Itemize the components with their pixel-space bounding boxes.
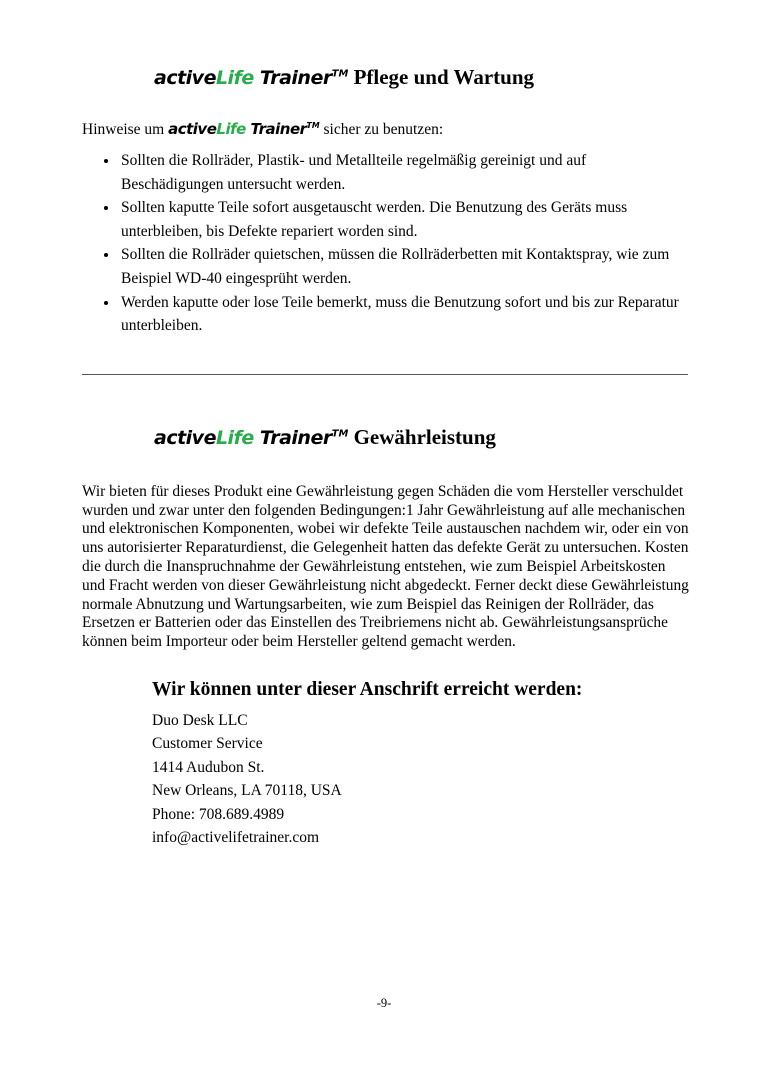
contact-department: Customer Service <box>152 735 263 753</box>
logo-active: active <box>154 426 216 449</box>
care-intro-suffix: sicher zu benutzen: <box>319 121 444 138</box>
care-intro-prefix: Hinweise um <box>82 121 169 138</box>
contact-phone: Phone: 708.689.4989 <box>152 805 285 823</box>
page-number: -9- <box>376 996 392 1010</box>
trademark-symbol: TM <box>306 121 320 130</box>
logo-life: Life <box>216 120 246 138</box>
section-divider <box>82 374 688 375</box>
activelife-trainer-logo <box>154 67 348 89</box>
care-bullet-item: • Sollten kaputte Teile sofort ausgetauscht werden. Die Benutzung des Geräts muss unterbleiben, bis Defekte repariert worden sind. <box>119 196 690 243</box>
care-section-title <box>154 64 690 91</box>
activelife-trainer-logo <box>168 120 320 138</box>
contact-heading: Wir können unter dieser Anschrift erreicht werden: <box>152 678 583 700</box>
warranty-section-title <box>154 424 690 451</box>
contact-company: Duo Desk LLC <box>152 711 248 729</box>
logo-active: active <box>168 120 217 138</box>
care-title-text: Pflege und Wartung <box>348 65 535 89</box>
logo-life: Life <box>215 426 254 449</box>
contact-email: info@activelifetrainer.com <box>152 828 320 846</box>
care-bullet-list <box>82 149 690 338</box>
activelife-trainer-logo <box>154 427 348 449</box>
logo-trainer: Trainer <box>250 120 307 138</box>
logo-life: Life <box>215 67 254 89</box>
care-bullet-item: • Sollten die Rollräder quietschen, müssen die Rollräderbetten mit Kontaktspray, wie zum Beispiel WD-40 eingesprüht werden. <box>119 243 690 290</box>
care-intro-line <box>82 119 690 140</box>
logo-active: active <box>154 67 216 89</box>
contact-address-block <box>152 709 690 849</box>
logo-trainer: Trainer <box>259 67 332 89</box>
care-bullet-item: • Werden kaputte oder lose Teile bemerkt, muss die Benutzung sofort und bis zur Reparatur unterbleiben. <box>119 291 690 338</box>
logo-trainer: Trainer <box>259 426 332 449</box>
contact-city: New Orleans, LA 70118, USA <box>152 782 342 800</box>
warranty-title-text: Gewährleistung <box>348 424 496 449</box>
contact-street: 1414 Audubon St. <box>152 758 265 776</box>
trademark-symbol: TM <box>331 68 349 80</box>
trademark-symbol: TM <box>331 428 349 440</box>
warranty-paragraph: Wir bieten für dieses Produkt eine Gewährleistung gegen Schäden die vom Hersteller verschuldet wurden und zwar unter den folgenden Bedingungen:1 Jahr Gewährleistung auf alle mechanischen und elektronischen Komponenten, wobei wir defekte Teile austauschen nachdem wir, oder ein von uns autorisierter Reparaturdienst, die Gelegenheit hatten das defekte Gerät zu untersuchen. Kosten die durch die Inanspruchnahme der Gewährleistung entstehen, wie zum Beispiel Arbeitskosten und Fracht werden von dieser Gewährleistung nicht abgedeckt. Ferner deckt diese Gewährleistung normale Abnutzung und Wartungsarbeiten, wie zum Beispiel das Reinigen der Rollräder, das Ersetzen er Batterien oder das Einstellen des Treibriemens nicht ab. Gewährleistungsansprüche können beim Importeur oder beim Hersteller geltend gemacht werden. <box>82 482 689 651</box>
care-bullet-item: • Sollten die Rollräder, Plastik- und Metallteile regelmäßig gereinigt und auf Beschädigungen untersucht werden. <box>119 149 690 196</box>
